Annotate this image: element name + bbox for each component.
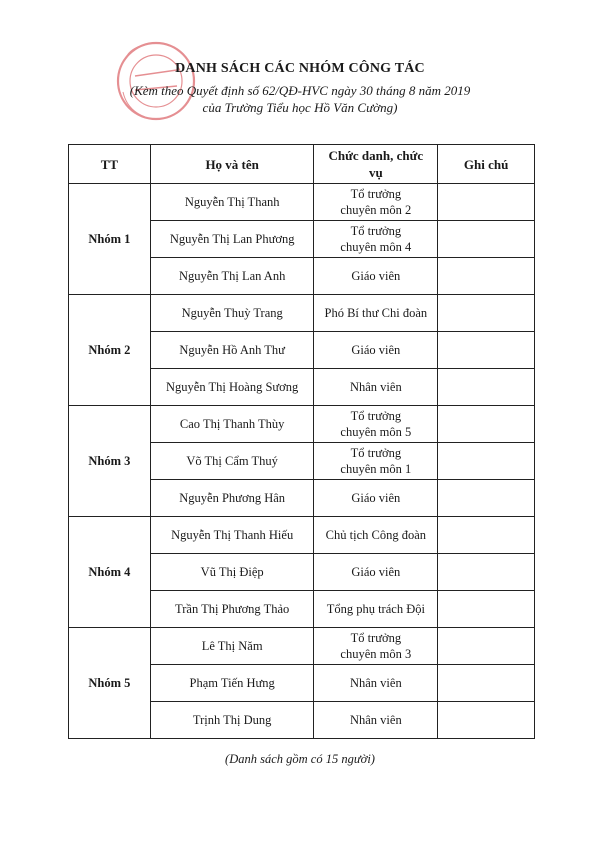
member-position-line-1: Tổ trưởng (350, 631, 402, 645)
document-subtitle (0, 82, 600, 116)
table-body (69, 184, 535, 739)
document-title: DANH SÁCH CÁC NHÓM CÔNG TÁC (175, 61, 425, 76)
member-position-line-2: chuyên môn 4 (340, 240, 412, 254)
member-position (314, 184, 438, 221)
member-note (438, 517, 535, 554)
member-note (438, 554, 535, 591)
member-position (314, 332, 438, 369)
member-name: Trịnh Thị Dung (150, 702, 314, 739)
member-name: Phạm Tiến Hưng (150, 665, 314, 702)
subtitle-line-1: (Kèm theo Quyết định số 62/QĐ-HVC ngày 30 tháng 8 năm 2019 (129, 83, 471, 98)
member-name: Cao Thị Thanh Thùy (150, 406, 314, 443)
member-position-line-1: Nhân viên (349, 676, 402, 690)
member-position (314, 480, 438, 517)
member-note (438, 221, 535, 258)
member-note (438, 702, 535, 739)
table-row (69, 406, 535, 443)
member-note (438, 628, 535, 665)
table-row (69, 184, 535, 221)
header-position-line-1: Chức danh, chức (328, 148, 424, 163)
member-name: Nguyễn Thị Hoàng Sương (150, 369, 314, 406)
group-label: Nhóm 1 (69, 184, 151, 295)
table-row (69, 295, 535, 332)
member-position-line-1: Tổ trưởng (350, 446, 402, 460)
member-name: Trần Thị Phương Thảo (150, 591, 314, 628)
table-row (69, 628, 535, 665)
group-label: Nhóm 2 (69, 295, 151, 406)
member-position-line-1: Giáo viên (351, 491, 401, 505)
member-position-line-1: Giáo viên (351, 565, 401, 579)
member-position-line-1: Giáo viên (351, 269, 401, 283)
group-members-table (68, 144, 535, 739)
member-position (314, 369, 438, 406)
member-name: Lê Thị Năm (150, 628, 314, 665)
member-position-line-1: Tổ trưởng (350, 187, 402, 201)
subtitle-line-2: của Trường Tiểu học Hồ Văn Cường) (202, 100, 398, 115)
header-note: Ghi chú (438, 145, 535, 184)
member-name: Vũ Thị Điệp (150, 554, 314, 591)
member-position-line-2: chuyên môn 2 (340, 203, 412, 217)
group-label: Nhóm 3 (69, 406, 151, 517)
member-note (438, 184, 535, 221)
member-position (314, 702, 438, 739)
member-name: Nguyễn Hồ Anh Thư (150, 332, 314, 369)
member-name: Nguyễn Thị Thanh (150, 184, 314, 221)
member-position-line-1: Nhân viên (349, 380, 402, 394)
member-position (314, 406, 438, 443)
member-position (314, 221, 438, 258)
member-position-line-1: Tổng phụ trách Đội (326, 602, 425, 616)
member-position-line-1: Phó Bí thư Chi đoàn (324, 306, 428, 320)
member-position (314, 517, 438, 554)
group-label: Nhóm 4 (69, 517, 151, 628)
member-note (438, 332, 535, 369)
header-position-line-2: vụ (368, 165, 383, 180)
member-position (314, 554, 438, 591)
member-name: Võ Thị Cẩm Thuý (150, 443, 314, 480)
member-position (314, 591, 438, 628)
table-header-row (69, 145, 535, 184)
member-position-line-2: chuyên môn 1 (340, 462, 412, 476)
member-name: Nguyễn Thuỳ Trang (150, 295, 314, 332)
group-label: Nhóm 5 (69, 628, 151, 739)
member-note (438, 665, 535, 702)
member-position (314, 628, 438, 665)
member-note (438, 258, 535, 295)
member-name: Nguyễn Thị Thanh Hiếu (150, 517, 314, 554)
header-position (314, 145, 438, 184)
member-position-line-2: chuyên môn 5 (340, 425, 412, 439)
member-position-line-1: Tổ trưởng (350, 224, 402, 238)
member-note (438, 406, 535, 443)
member-note (438, 443, 535, 480)
member-position-line-1: Nhân viên (349, 713, 402, 727)
member-note (438, 295, 535, 332)
member-note (438, 369, 535, 406)
member-position-line-1: Tổ trưởng (350, 409, 402, 423)
member-position (314, 295, 438, 332)
header-name: Họ và tên (150, 145, 314, 184)
member-position (314, 443, 438, 480)
table-row (69, 517, 535, 554)
header-tt: TT (69, 145, 151, 184)
member-position (314, 258, 438, 295)
member-position-line-1: Chủ tịch Công đoàn (325, 528, 426, 542)
document-footer-note: (Danh sách gồm có 15 người) (225, 752, 375, 766)
member-position-line-1: Giáo viên (351, 343, 401, 357)
member-name: Nguyễn Thị Lan Anh (150, 258, 314, 295)
member-position-line-2: chuyên môn 3 (340, 647, 412, 661)
member-name: Nguyễn Thị Lan Phương (150, 221, 314, 258)
member-note (438, 591, 535, 628)
member-name: Nguyễn Phương Hân (150, 480, 314, 517)
member-note (438, 480, 535, 517)
member-position (314, 665, 438, 702)
